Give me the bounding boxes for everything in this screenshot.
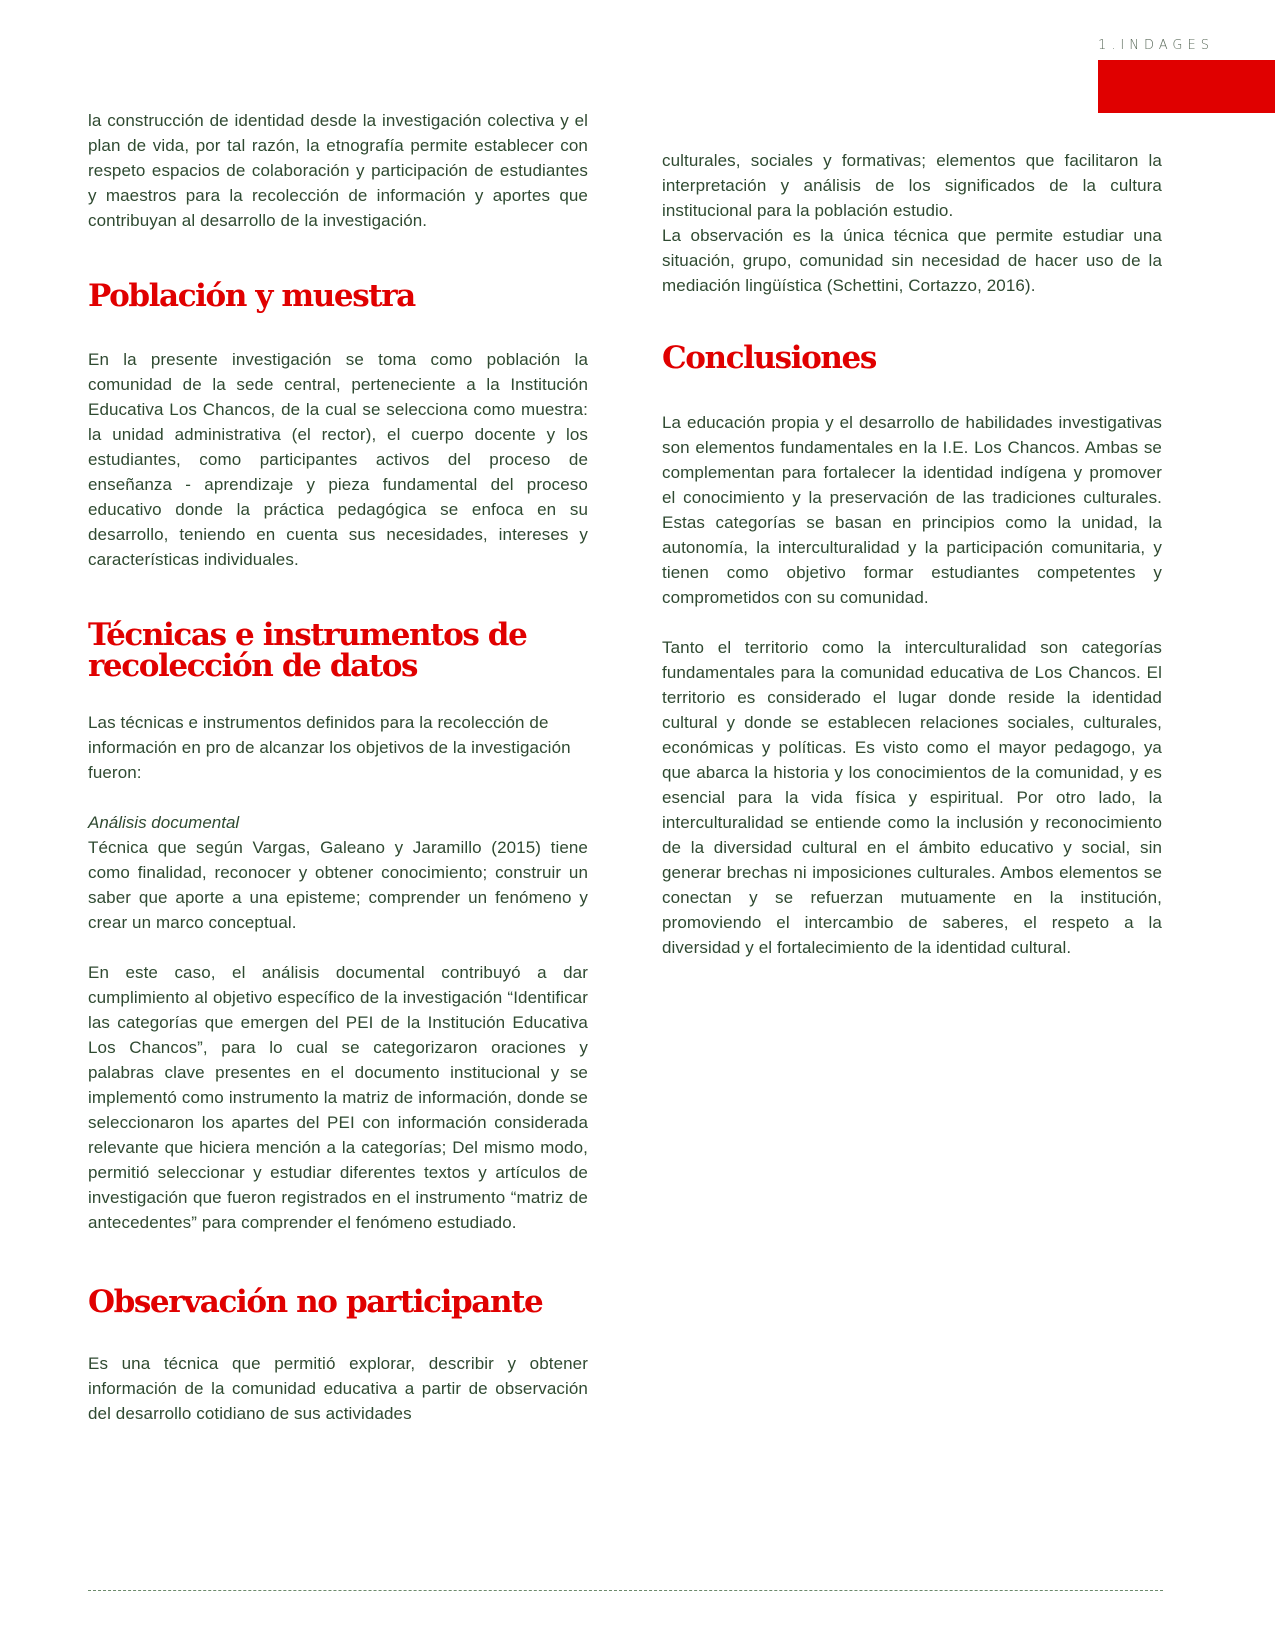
heading-tecnicas-instrumentos: Técnicas e instrumentos de recolección de datos — [88, 617, 527, 684]
subheading-analisis-documental: Análisis documental — [88, 813, 240, 832]
red-accent-tab — [1098, 60, 1275, 113]
continuation-paragraph-2: La observación es la única técnica que permite estudiar una situación, grupo, comunidad sin necesidad de hacer uso de la mediación lingüística (Schettini, Cortazzo, 2016). — [662, 226, 1162, 295]
analisis-paragraph-1: Técnica que según Vargas, Galeano y Jaramillo (2015) tiene como finalidad, reconocer y obtener conocimiento; construir un saber que aporte a una episteme; comprender un fenómeno y crear un marco conceptual. — [88, 838, 588, 932]
tecnicas-intro: Las técnicas e instrumentos definidos para la recolección de información en pro de alcanzar los objetivos de la investigación fueron: — [88, 713, 571, 782]
conclusiones-paragraph-2: Tanto el territorio como la interculturalidad son categorías fundamentales para la comunidad educativa de Los Chancos. El territorio es considerado el lugar donde reside la identidad cultural y donde se establecen relaciones sociales, culturales, económicas y políticas. Es visto como el mayor pedagogo, ya que abarca la historia y los conocimientos de la comunidad, y es esencial para la vida física y espiritual. Por otro lado, la interculturalidad se entiende como la inclusión y reconocimiento de la diversidad cultural en el ámbito educativo y social, sin generar brechas ni imposiciones culturales. Ambos elementos se conectan y se refuerzan mutuamente en la institución, promoviendo el intercambio de saberes, el respeto a la diversidad y el fortalecimiento de la identidad cultural. — [662, 638, 1162, 957]
observacion-paragraph: Es una técnica que permitió explorar, describir y obtener información de la comunidad educativa a partir de observación del desarrollo cotidiano de sus actividades — [88, 1354, 588, 1423]
poblacion-paragraph: En la presente investigación se toma como población la comunidad de la sede central, perteneciente a la Institución Educativa Los Chancos, de la cual se selecciona como muestra: la unidad administrativa (el rector), el cuerpo docente y los estudiantes, como participantes activos del proceso de enseñanza - aprendizaje y pieza fundamental del proceso educativo donde la práctica pedagógica se enfoca en su desarrollo, teniendo en cuenta sus necesidades, intereses y características individuales. — [88, 350, 588, 569]
left-column — [88, 108, 588, 1426]
continuation-paragraph-1: culturales, sociales y formativas; elementos que facilitaron la interpretación y análisis de los significados de la cultura institucional para la población estudio. — [662, 151, 1162, 220]
analisis-paragraph-2: En este caso, el análisis documental contribuyó a dar cumplimiento al objetivo específico de la investigación “Identificar las categorías que emergen del PEI de la Institución Educativa Los Chancos”, para lo cual se categorizaron oraciones y palabras clave presentes en el documento institucional y se implementó como instrumento la matriz de información, donde se seleccionaron los apartes del PEI con información considerada relevante que hiciera mención a la categorías; Del mismo modo, permitió seleccionar y estudiar diferentes textos y artículos de investigación que fueron registrados en el instrumento “matriz de antecedentes” para comprender el fenómeno estudiado. — [88, 963, 588, 1232]
heading-conclusiones: Conclusiones — [662, 340, 876, 376]
conclusiones-paragraph-1: La educación propia y el desarrollo de habilidades investigativas son elementos fundamentales en la I.E. Los Chancos. Ambas se complementan para fortalecer la identidad indígena y promover el conocimiento y la preservación de las tradiciones culturales. Estas categorías se basan en principios como la unidad, la autonomía, la interculturalidad y la participación comunitaria, y tienen como objetivo formar estudiantes competentes y comprometidos con su comunidad. — [662, 413, 1162, 607]
intro-paragraph: la construcción de identidad desde la investigación colectiva y el plan de vida, por tal razón, la etnografía permite establecer con respeto espacios de colaboración y participación de estudiantes y maestros para la recolección de información y aportes que contribuyan al desarrollo de la investigación. — [88, 111, 588, 230]
heading-observacion-no-participante: Observación no participante — [88, 1284, 543, 1320]
right-column — [662, 148, 1162, 960]
footer-dashed-divider — [88, 1590, 1163, 1591]
running-head: 1.INDAGES — [1098, 38, 1214, 53]
heading-poblacion-muestra: Población y muestra — [88, 278, 415, 314]
